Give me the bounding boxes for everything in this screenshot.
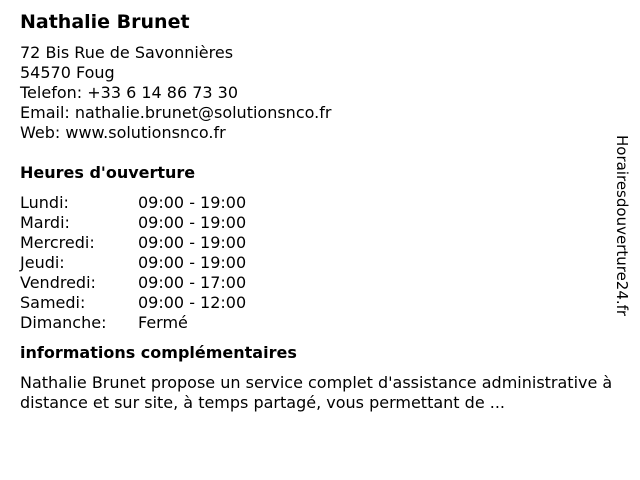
time-range: 09:00 - 19:00 bbox=[138, 213, 247, 232]
phone-line: Telefon: +33 6 14 86 73 30 bbox=[20, 83, 239, 102]
opening-hours-list bbox=[20, 193, 610, 333]
day-label: Samedi: bbox=[20, 293, 86, 312]
hours-row-saturday bbox=[20, 293, 610, 313]
day-label: Vendredi: bbox=[20, 273, 96, 292]
hours-row-wednesday bbox=[20, 233, 610, 253]
additional-info-title: informations complémentaires bbox=[20, 343, 297, 362]
hours-row-thursday bbox=[20, 253, 610, 273]
hours-row-monday bbox=[20, 193, 610, 213]
day-label: Mercredi: bbox=[20, 233, 95, 252]
business-description: Nathalie Brunet propose un service complet d'assistance administrative à distance et sur site, à temps partagé, vous permettant de ... bbox=[20, 373, 613, 412]
day-label: Lundi: bbox=[20, 193, 69, 212]
hours-row-sunday bbox=[20, 313, 610, 333]
site-watermark: Horairesdouverture24.fr bbox=[613, 135, 631, 317]
opening-hours-title: Heures d'ouverture bbox=[20, 163, 196, 182]
time-range: 09:00 - 19:00 bbox=[138, 193, 247, 212]
time-range: 09:00 - 12:00 bbox=[138, 293, 247, 312]
hours-row-tuesday bbox=[20, 213, 610, 233]
time-range: 09:00 - 19:00 bbox=[138, 233, 247, 252]
web-line: Web: www.solutionsnco.fr bbox=[20, 123, 226, 142]
day-label: Mardi: bbox=[20, 213, 70, 232]
business-details bbox=[20, 9, 613, 413]
business-name: Nathalie Brunet bbox=[20, 11, 190, 33]
email-line: Email: nathalie.brunet@solutionsnco.fr bbox=[20, 103, 332, 122]
day-label: Jeudi: bbox=[20, 253, 65, 272]
hours-row-friday bbox=[20, 273, 610, 293]
day-label: Dimanche: bbox=[20, 313, 107, 332]
time-range: 09:00 - 17:00 bbox=[138, 273, 247, 292]
time-range: Fermé bbox=[138, 313, 188, 332]
address-city: 54570 Foug bbox=[20, 63, 115, 82]
time-range: 09:00 - 19:00 bbox=[138, 253, 247, 272]
address-street: 72 Bis Rue de Savonnières bbox=[20, 43, 234, 62]
